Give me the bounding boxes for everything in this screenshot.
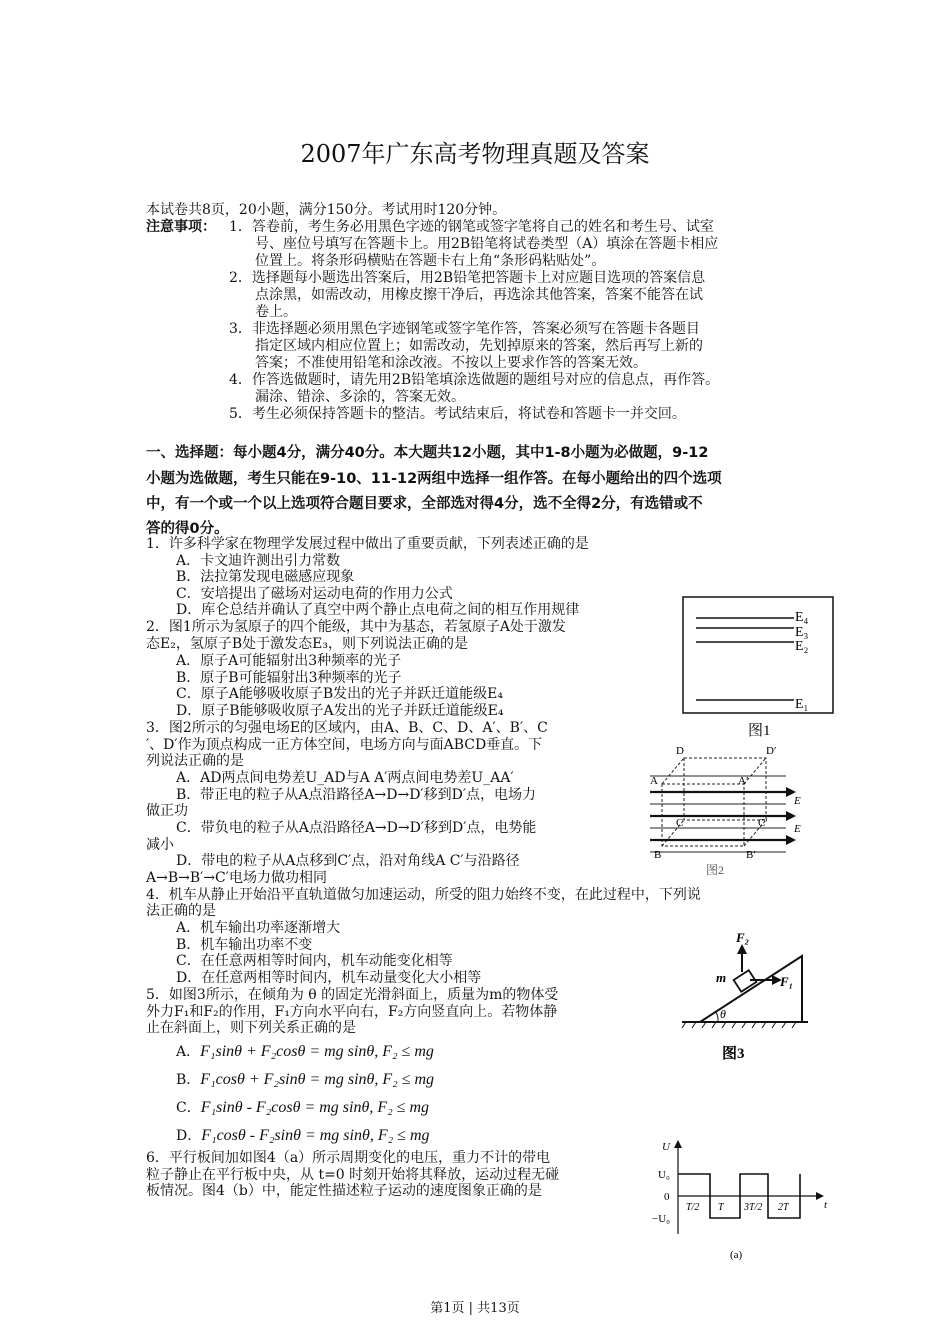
cube-back-face bbox=[684, 758, 766, 820]
note-line: 位置上。将条形码横贴在答题卡右上角“条形码粘贴处”。 bbox=[255, 253, 606, 269]
figure-caption: 图2 bbox=[706, 863, 725, 876]
question-stem: 2．图1所示为氢原子的四个能级，其中为基态，若氢原子A处于激发 bbox=[146, 619, 566, 635]
option-a: A．机车输出功率逐渐增大 bbox=[176, 920, 341, 936]
formula: F₁cosθ - F₂sinθ = mg sinθ, F₂ ≤ mg bbox=[201, 1127, 430, 1144]
level-label-e1: E₁ bbox=[795, 697, 809, 712]
note-line: 2．选择题每小题选出答案后，用2B铅笔把答题卡上对应题目选项的答案信息 bbox=[229, 270, 706, 286]
option-d: D．F₁cosθ - F₂sinθ = mg sinθ, F₂ ≤ mg bbox=[176, 1127, 430, 1144]
formula: F₁cosθ + F₂sinθ = mg sinθ, F₂ ≤ mg bbox=[200, 1071, 435, 1088]
option-a: A．F₁sinθ + F₂cosθ = mg sinθ, F₂ ≤ mg bbox=[176, 1043, 434, 1060]
question-stem: 板情况。图4（b）中，能定性描述粒子运动的速度图象正确的是 bbox=[146, 1183, 542, 1199]
question-stem: 粒子静止在平行板中央，从 t=0 时刻开始将其释放，运动过程无碰 bbox=[146, 1167, 560, 1183]
question-stem: 6．平行板间加如图4（a）所示周期变化的电压，重力不计的带电 bbox=[146, 1150, 551, 1166]
incline-surface bbox=[700, 956, 802, 1022]
option-c: C．原子A能够吸收原子B发出的光子并跃迁道能级E₄ bbox=[176, 686, 503, 702]
tick-label: T/2 bbox=[686, 1202, 700, 1213]
formula: F₁sinθ + F₂cosθ = mg sinθ, F₂ ≤ mg bbox=[200, 1043, 434, 1060]
page-footer: 第1页 | 共13页 bbox=[430, 1301, 520, 1316]
vertex-label: C′ bbox=[758, 817, 768, 829]
option-c-cont: 减小 bbox=[146, 837, 174, 853]
note-line: 号、座位号填写在答题卡上。用2B铅笔将试卷类型（A）填涂在答题卡相应 bbox=[255, 236, 719, 252]
option-c: C．在任意两相等时间内，机车动能变化相等 bbox=[176, 953, 453, 969]
option-d: D．带电的粒子从A点移到C′点，沿对角线A C′与沿路径 bbox=[176, 853, 520, 869]
level-label-e3: E₃ bbox=[795, 625, 809, 640]
figure-4a-voltage bbox=[652, 1138, 828, 1262]
label-f1: F₁ bbox=[780, 974, 794, 989]
label-theta: θ bbox=[720, 1007, 726, 1021]
note-line: 卷上。 bbox=[255, 304, 297, 320]
question-stem: 列说法正确的是 bbox=[146, 753, 244, 769]
option-a: A．原子A可能辐射出3种频率的光子 bbox=[176, 653, 402, 669]
note-line: 5．考生必须保持答题卡的整洁。考试结束后，将试卷和答题卡一并交回。 bbox=[229, 406, 686, 422]
figure-1-energy-levels bbox=[682, 596, 834, 750]
option-c: C．带负电的粒子从A点沿路径A→D→D′移到D′点，电势能 bbox=[176, 820, 537, 836]
question-stem: 态E₂，氢原子B处于激发态E₃，则下列说法正确的是 bbox=[146, 636, 468, 652]
note-line: 4．作答选做题时，请先用2B铅笔填涂选做题的题组号对应的信息点，再作答。 bbox=[229, 372, 720, 388]
figure-caption: 图3 bbox=[722, 1046, 745, 1062]
page-title: 2007年广东高考物理真题及答案 bbox=[300, 140, 650, 168]
tick-label: U₀ bbox=[658, 1169, 670, 1181]
option-d: D．库仑总结并确认了真空中两个静止点电荷之间的相互作用规律 bbox=[176, 602, 580, 618]
axis-label-u: U bbox=[662, 1141, 670, 1153]
level-label-e2: E₂ bbox=[795, 639, 809, 654]
option-a: A．卡文迪许测出引力常数 bbox=[176, 553, 341, 569]
option-b-cont: 做正功 bbox=[146, 803, 188, 819]
figure-caption: (a) bbox=[730, 1249, 743, 1261]
tick-label: 0 bbox=[664, 1191, 670, 1203]
option-b: B．原子B可能辐射出3种频率的光子 bbox=[176, 670, 402, 686]
note-line: 指定区域内相应位置上；如需改动，先划掉原来的答案，然后再写上新的 bbox=[255, 338, 703, 354]
question-stem: 1．许多科学家在物理学发展过程中做出了重要贡献，下列表述正确的是 bbox=[146, 536, 589, 552]
vertex-label: D′ bbox=[766, 745, 777, 757]
vertex-label: D bbox=[676, 745, 684, 757]
vertex-label: A′ bbox=[738, 775, 749, 787]
label-m: m bbox=[716, 970, 727, 985]
level-label-e4: E₄ bbox=[795, 610, 809, 625]
intro-text: 本试卷共8页，20小题，满分150分。考试用时120分钟。 bbox=[146, 202, 507, 218]
option-b: B．法拉第发现电磁感应现象 bbox=[176, 569, 355, 585]
question-stem: 法正确的是 bbox=[146, 903, 216, 919]
figure-frame bbox=[683, 597, 833, 713]
note-line: 答案；不准使用铅笔和涂改液。不按以上要求作答的答案无效。 bbox=[255, 355, 647, 371]
label-f2: F₂ bbox=[736, 930, 750, 945]
option-c: C．F₁sinθ - F₂cosθ = mg sinθ, F₂ ≤ mg bbox=[176, 1099, 429, 1116]
question-stem: 外力F₁和F₂的作用，F₁方向水平向右，F₂方向竖直向上。若物体静 bbox=[146, 1004, 558, 1020]
question-stem: 5．如图3所示，在倾角为 θ 的固定光滑斜面上，质量为m的物体受 bbox=[146, 987, 559, 1003]
vertex-label: C bbox=[676, 817, 684, 829]
option-b: B．F₁cosθ + F₂sinθ = mg sinθ, F₂ ≤ mg bbox=[176, 1071, 435, 1088]
option-a: A．AD两点间电势差U_AD与A A′两点间电势差U_AA′ bbox=[176, 770, 514, 786]
note-line: 1．答卷前，考生务必用黑色字迹的钢笔或签字笔将自己的姓名和考生号、试室 bbox=[229, 219, 714, 235]
tick-label: −U₀ bbox=[652, 1213, 670, 1225]
option-c: C．安培提出了磁场对运动电荷的作用力公式 bbox=[176, 586, 453, 602]
formula: F₁sinθ - F₂cosθ = mg sinθ, F₂ ≤ mg bbox=[200, 1099, 429, 1116]
vertex-label: A bbox=[650, 775, 658, 787]
option-b: B．机车输出功率不变 bbox=[176, 937, 313, 953]
question-stem: ′、D′作为顶点构成一正方体空间，电场方向与面ABCD垂直。下 bbox=[146, 737, 543, 753]
vertex-label: B′ bbox=[746, 849, 756, 861]
notes-label: 注意事项： bbox=[146, 219, 216, 235]
tick-label: 3T/2 bbox=[744, 1202, 763, 1213]
axis-label-t: t bbox=[824, 1199, 828, 1211]
note-line: 点涂黑，如需改动，用橡皮擦干净后，再选涂其他答案，答案不能答在试 bbox=[255, 287, 703, 303]
note-line: 漏涂、错涂、多涂的，答案无效。 bbox=[255, 389, 465, 405]
tick-label: T bbox=[718, 1202, 724, 1213]
vertex-label: B bbox=[654, 849, 662, 861]
question-stem: 止在斜面上，则下列关系正确的是 bbox=[146, 1020, 356, 1036]
tick-label: 2T bbox=[778, 1202, 789, 1213]
figure-3-incline bbox=[680, 928, 812, 1070]
field-label: E bbox=[794, 795, 801, 807]
option-b: B．带正电的粒子从A点沿路径A→D→D′移到D′点，电场力 bbox=[176, 787, 536, 803]
figure-2-cube-field bbox=[646, 740, 822, 876]
question-stem: 4．机车从静止开始沿平直轨道做匀加速运动，所受的阻力始终不变，在此过程中，下列说 bbox=[146, 887, 701, 903]
note-line: 3．非选择题必须用黑色字迹钢笔或签字笔作答，答案必须写在答题卡各题目 bbox=[229, 321, 700, 337]
option-d-cont: A→B→B′→C′电场力做功相同 bbox=[146, 870, 327, 886]
field-label: E bbox=[794, 823, 801, 835]
option-d: D．原子B能够吸收原子A发出的光子并跃迁道能级E₄ bbox=[176, 703, 504, 719]
question-stem: 3．图2所示的匀强电场E的区域内，由A、B、C、D、A′、B′、C bbox=[146, 720, 548, 736]
option-d: D．在任意两相等时间内，机车动量变化大小相等 bbox=[176, 970, 482, 986]
figure-caption: 图1 bbox=[748, 723, 771, 739]
